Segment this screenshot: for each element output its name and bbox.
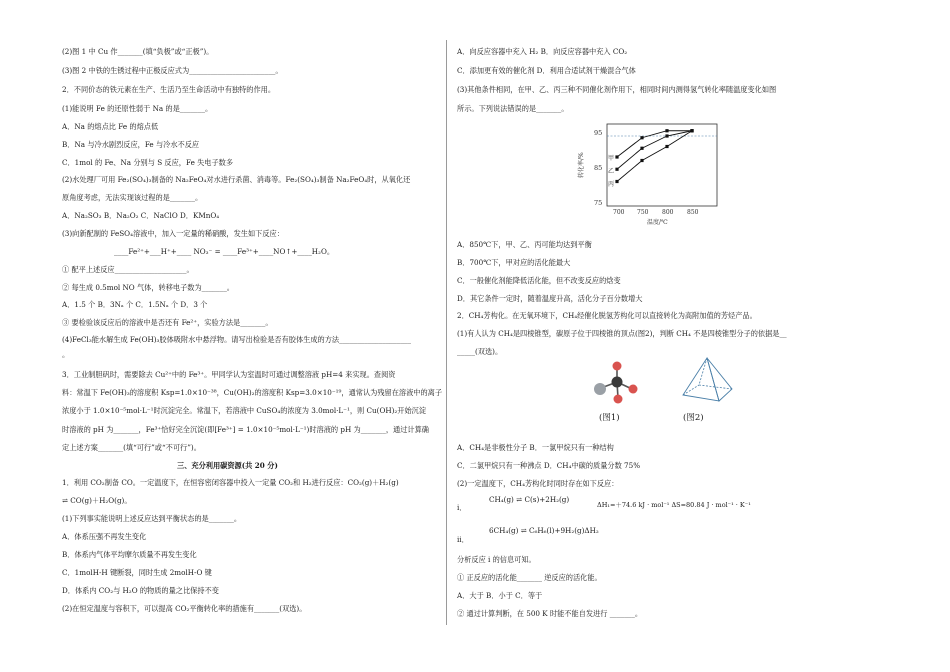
y-tick-label: 95 [594, 129, 603, 137]
red-atom [613, 362, 622, 371]
text-line: (3)图 2 中铁的生锈过程中正极反应式为________________________。 [62, 66, 283, 75]
reaction-i-data: ΔH₁=＋74.6 kJ · mol⁻¹ ΔS=80.84 J · mol⁻¹ · K⁻¹ [597, 501, 751, 509]
figure-2-caption: (图2) [683, 413, 704, 423]
text-line: ① 正反应的活化能_______ 逆反应的活化能。 [457, 573, 602, 582]
text-line: 3．工业制胆矾时，需要除去 Cu²⁺中的 Fe³⁺。甲同学认为室温时可通过调整溶液 pH=4 来实现。查阅资 [62, 370, 396, 379]
reaction-i-num: i． [457, 503, 467, 512]
text-line: (3)其他条件相同，在甲、乙、丙三种不同催化剂作用下，相同时间内测得氢气转化率随温度变化如图 [457, 85, 777, 94]
text-line: 。 [62, 350, 70, 359]
text-line: C．二氯甲烷只有一种沸点 D．CH₄中碳的质量分数 75% [457, 461, 641, 470]
text-line: D．其它条件一定时，随着温度升高，活化分子百分数增大 [457, 294, 643, 303]
data-point-0-0 [615, 155, 618, 158]
text-line: 2．CH₄芳构化。在无氧环境下，CH₄经催化脱氢芳构化可以直接转化为高附加值的芳烃产品。 [457, 311, 757, 320]
text-line: ③ 要检验该反应后的溶液中是否还有 Fe²⁺，实验方法是_______。 [62, 318, 273, 327]
data-point-1-1 [640, 147, 643, 150]
text-line: 1．利用 CO₂制备 CO。一定温度下，在恒容密闭容器中投入一定量 CO₂和 H₂进行反应：CO₂(g)＋H₂(g) [62, 478, 399, 487]
section-title: 三、充分利用碳资源(共 20 分) [177, 461, 278, 470]
text-line: 原角度考虑，无法实现该过程的是_______。 [62, 193, 203, 202]
y-tick-label: 75 [594, 199, 603, 207]
text-line: A．体系压强不再发生变化 [62, 532, 147, 541]
text-line: 2．不同价态的铁元素在生产、生活乃至生命活动中有独特的作用。 [62, 85, 276, 94]
column-divider [446, 40, 447, 625]
gray-atom [594, 383, 606, 395]
series-label-yi: 乙 [608, 168, 615, 175]
x-tick-label: 850 [687, 209, 699, 216]
text-line: (3)向新配制的 FeSO₄溶液中，加入一定量的稀硝酸，发生如下反应： [62, 229, 284, 238]
data-point-1-0 [615, 168, 618, 171]
text-line: ② 每生成 0.5mol NO 气体，转移电子数为_______。 [62, 283, 234, 292]
text-line: 料：常温下 Fe(OH)₃的溶度积 Ksp=1.0×10⁻³⁸，Cu(OH)₂的溶度积 Ksp=3.0×10⁻¹⁹，通常认为残留在溶液中的离子 [62, 388, 443, 397]
data-point-2-2 [665, 145, 668, 148]
text-line: 定上述方案_______(填“可行”或“不可行”)。 [62, 443, 201, 452]
data-point-1-2 [665, 134, 668, 137]
text-line: C．添加更有效的催化剂 D．利用合适试剂干燥混合气体 [457, 66, 636, 75]
text-line: 时溶液的 pH 为_______，Fe³⁺恰好完全沉淀(即[Fe³⁺] = 1.0×10⁻⁵mol·L⁻¹)时溶液的 pH 为_______，通过计算确 [62, 425, 429, 434]
text-line: 浓度小于 1.0×10⁻⁵mol·L⁻¹时沉淀完全。常温下，若溶液中 CuSO₄的浓度为 3.0mol·L⁻¹，则 Cu(OH)₂开始沉淀 [62, 406, 427, 415]
text-line: ② 通过计算判断，在 500 K 时能不能自发进行 _______。 [457, 609, 643, 618]
text-line: _____(双选)。 [457, 347, 503, 356]
y-axis-label: 转化率/% [578, 152, 585, 178]
text-line: (1)有人认为 CH₄是四棱锥型，碳原子位于四棱锥的顶点(图2)，判断 CH₄ 不是四棱锥型分子的依据是__ [457, 329, 787, 338]
x-tick-label: 750 [637, 209, 649, 216]
text-line: A．1.5 个 B．3Nₐ 个 C．1.5Nₐ 个 D．3 个 [62, 300, 208, 309]
text-line: A．Na₂SO₃ B．Na₂O₂ C．NaClO D．KMnO₄ [62, 211, 220, 220]
text-line: A．大于 B．小于 C．等于 [457, 591, 543, 600]
series-line-2 [617, 131, 692, 182]
text-line: 所示。下列说法错误的是_______。 [457, 104, 569, 113]
text-line: (2)图 1 中 Cu 作_______(填“负极”或“正极”)。 [62, 47, 214, 56]
red-atom [629, 385, 638, 394]
red-atom [614, 395, 623, 404]
reaction-ii-equation: 6CH₄(g) ⇌ C₆H₆(l)+9H₂(g)ΔH₂ [489, 526, 599, 535]
text-line: C．1molH-H 键断裂，同时生成 2molH-O 键 [62, 568, 212, 577]
text-line: A．CH₄是非极性分子 B．一氯甲烷只有一种结构 [457, 443, 614, 452]
figure-1-caption: (图1) [599, 413, 620, 423]
square-pyramid-figure [677, 355, 737, 410]
ball-stick-model-figure [592, 360, 642, 410]
text-line: (2)一定温度下，CH₄芳构化时同时存在如下反应： [457, 479, 619, 488]
reaction-ii-num: ii． [457, 535, 469, 544]
text-line: B．Na 与冷水剧烈反应，Fe 与冷水不反应 [62, 140, 200, 149]
text-line: B．700℃下，甲对应的活化能最大 [457, 258, 571, 267]
chart-frame [607, 124, 717, 206]
text-line: A．向反应容器中充入 H₂ B．向反应容器中充入 CO₂ [457, 47, 628, 56]
text-line: (1)能说明 Fe 的还原性弱于 Na 的是_______。 [62, 104, 213, 113]
text-line: D．体系内 CO₂与 H₂O 的物质的量之比保持不变 [62, 586, 219, 595]
text-line: B．体系内气体平均摩尔质量不再发生变化 [62, 550, 197, 559]
data-point-0-1 [640, 136, 643, 139]
text-line: A．850℃下，甲、乙、丙可能均达到平衡 [457, 240, 592, 249]
data-point-2-3 [690, 129, 693, 132]
series-label-jia: 甲 [608, 155, 615, 162]
data-point-0-2 [665, 129, 668, 132]
series-label-bing: 丙 [608, 181, 615, 188]
text-line: C．一般催化剂能降低活化能，但不改变反应的焓变 [457, 276, 621, 285]
text-line: (2)水处理厂可用 Fe₂(SO₄)₃制备的 Na₂FeO₄对水进行杀菌、消毒等。Fe₂(SO₄)₃制备 Na₂FeO₄时，从氧化还 [62, 175, 411, 184]
series-line-1 [617, 131, 692, 170]
x-axis-label: 温度/℃ [647, 219, 668, 226]
reaction-i-equation: CH₄(g) ⇌ C(s)+2H₂(g) [489, 495, 570, 504]
data-point-2-0 [615, 180, 618, 183]
data-point-2-1 [640, 159, 643, 162]
text-line: A．Na 的熔点比 Fe 的熔点低 [62, 122, 159, 131]
x-tick-label: 800 [662, 209, 674, 216]
conversion-chart [577, 120, 727, 228]
x-tick-label: 700 [613, 209, 625, 216]
text-line: C．1mol 的 Fe、Na 分别与 S 反应，Fe 失电子数多 [62, 158, 234, 167]
text-line: (4)FeCl₃能水解生成 Fe(OH)₃胶体吸附水中悬浮物。请写出检验是否有胶体生成的方法____________________ [62, 335, 411, 344]
equation-line: ____Fe²⁺+___H⁺+____ NO₃⁻ = ____Fe³⁺+____NO↑+____H₂O。 [114, 247, 335, 256]
text-line: ① 配平上述反应____________________。 [62, 265, 194, 274]
y-tick-label: 85 [594, 164, 603, 172]
center-atom [612, 377, 623, 388]
text-line: ⇌ CO(g)＋H₂O(g)。 [62, 496, 132, 505]
text-line: (1)下列事实能说明上述反应达到平衡状态的是_______。 [62, 514, 242, 523]
text-line: (2)在恒定温度与容积下，可以提高 CO₂平衡转化率的措施有_______(双选)。 [62, 604, 307, 613]
text-line: 分析反应 i 的信息可知。 [457, 555, 536, 564]
